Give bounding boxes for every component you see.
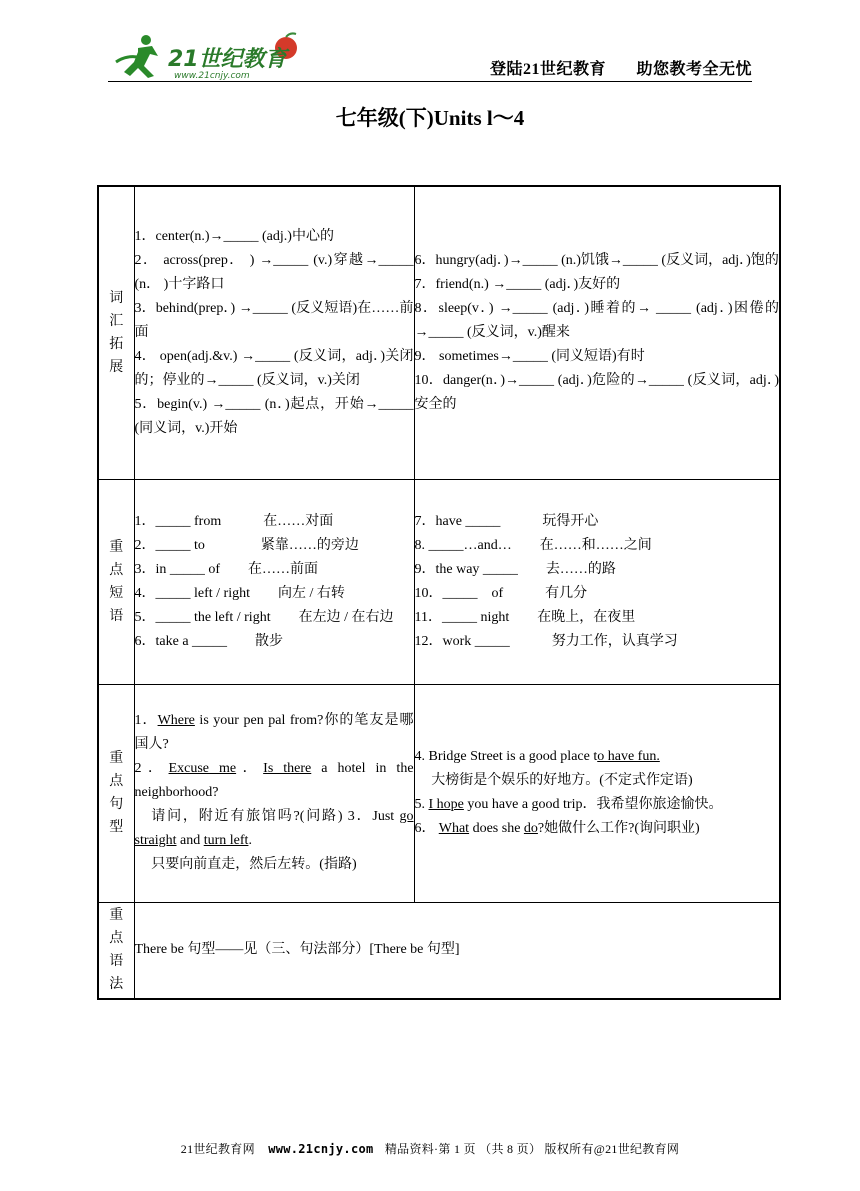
phrase-item: 3．in _____ of 在……前面: [134, 561, 319, 577]
grammar-cell: [134, 902, 780, 999]
vocab-item: 6．hungry(adj．)→_____ (n.)饥饿→_____ (反义词，adj．)饱的: [414, 252, 779, 268]
footer-right: 精品资料·第 1 页 （共 8 页） 版权所有@21世纪教育网: [384, 1142, 680, 1156]
vocab-item: 1．center(n.)→_____ (adj.)中心的: [134, 228, 334, 244]
sentence-4: 4. Bridge Street is a good place to have fun.: [414, 749, 660, 764]
phrases-right-cell: [414, 479, 780, 684]
phrase-item: 10．_____ of 有几分: [414, 585, 588, 601]
category-label: 重 点 语 法: [98, 902, 134, 999]
grammar-text: There be 句型——见（三、句法部分）[There be 句型]: [134, 942, 460, 958]
phrase-item: 7．have _____ 玩得开心: [414, 513, 599, 529]
phrase-item: 5．_____ the left / right 在左边 / 在右边: [134, 609, 394, 625]
sentence-4-translation: 大榜街是个娱乐的好地方。(不定式作定语): [431, 773, 693, 788]
vocab-item: 5．begin(v.) →_____ (n．)起点，开始→_____ (同义词，v.)开始: [134, 396, 414, 436]
section-sentences: [98, 684, 780, 902]
summary-table: [97, 185, 781, 1000]
phrase-item: 12．work _____ 努力工作，认真学习: [414, 633, 678, 649]
slogan-right: 助您教考全无忧: [636, 61, 752, 78]
phrase-item: 1．_____ from 在……对面: [134, 513, 334, 529]
section-phrases: [98, 479, 780, 684]
logo-graphic: [108, 32, 308, 80]
section-grammar: [98, 902, 780, 999]
phrases-left-cell: [134, 479, 414, 684]
phrase-item: 4．_____ left / right 向左 / 右转: [134, 585, 345, 601]
sentence-5: 5. I hope you have a good trip．我希望你旅途愉快。: [414, 797, 723, 812]
logo-url: www.21cnjy.com: [174, 71, 250, 80]
category-label: 词 汇 拓 展: [98, 186, 134, 479]
slogan-left: 登陆21世纪教育: [489, 61, 606, 78]
sentences-right-cell: [414, 684, 780, 902]
sentence-6: 6． What does she do?她做什么工作?(询问职业): [414, 821, 700, 836]
page-header: [108, 28, 752, 82]
category-label: 重 点 句 型: [98, 684, 134, 902]
page-footer: [0, 1140, 860, 1157]
footer-left: 21世纪教育网: [180, 1142, 255, 1156]
section-vocabulary: [98, 186, 780, 479]
vocab-item: 3．behind(prep．) →_____ (反义短语)在……前面: [134, 300, 414, 340]
page-title: 七年级(下)Units l～4: [335, 106, 525, 130]
sentence-2-translation: 请问，附近有旅馆吗?(问路) 3．Just go straight and turn left.: [134, 809, 414, 848]
phrase-item: 6．take a _____ 散步: [134, 633, 284, 649]
header-slogan: [464, 56, 752, 79]
vocab-item: 7．friend(n.) →_____ (adj．)友好的: [414, 276, 621, 292]
vocab-left-cell: [134, 186, 414, 479]
phrase-item: 8. _____…and… 在……和……之间: [414, 537, 652, 553]
phrase-item: 11．_____ night 在晚上，在夜里: [414, 609, 636, 625]
sentence-1: 1．Where is your pen pal from?你的笔友是哪国人?: [134, 713, 414, 752]
header-divider: [108, 81, 752, 82]
vocab-item: 4． open(adj.&v.) →_____ (反义词，adj．)关闭的；停业的→_____ (反义词，v.)关闭: [134, 348, 414, 388]
logo-text: 21世纪教育: [168, 47, 287, 72]
vocab-item: 2． across(prep． ) →_____ (v.)穿越→_____ (n． )十字路口: [134, 252, 414, 292]
site-logo[interactable]: [108, 32, 308, 80]
sentences-left-cell: [134, 684, 414, 902]
phrase-item: 9．the way _____ 去……的路: [414, 561, 616, 577]
vocab-item: 9． sometimes→_____ (同义短语)有时: [414, 348, 645, 364]
vocab-right-cell: [414, 186, 780, 479]
category-label: 重 点 短 语: [98, 479, 134, 684]
footer-site-link[interactable]: www.21cnjy.com: [268, 1142, 374, 1156]
vocab-item: 8．sleep(v．) →_____ (adj．)睡着的→ _____ (adj．)困倦的→_____ (反义词，v.)醒来: [414, 300, 779, 340]
sentence-3-translation: 只要向前直走，然后左转。(指路): [151, 857, 357, 872]
sentence-2: 2．Excuse me．Is there a hotel in the neighborhood?: [134, 761, 414, 800]
phrase-item: 2．_____ to 紧靠……的旁边: [134, 537, 359, 553]
vocab-item: 10．danger(n．)→_____ (adj．)危险的→_____ (反义词，adj．)安全的: [414, 372, 779, 412]
